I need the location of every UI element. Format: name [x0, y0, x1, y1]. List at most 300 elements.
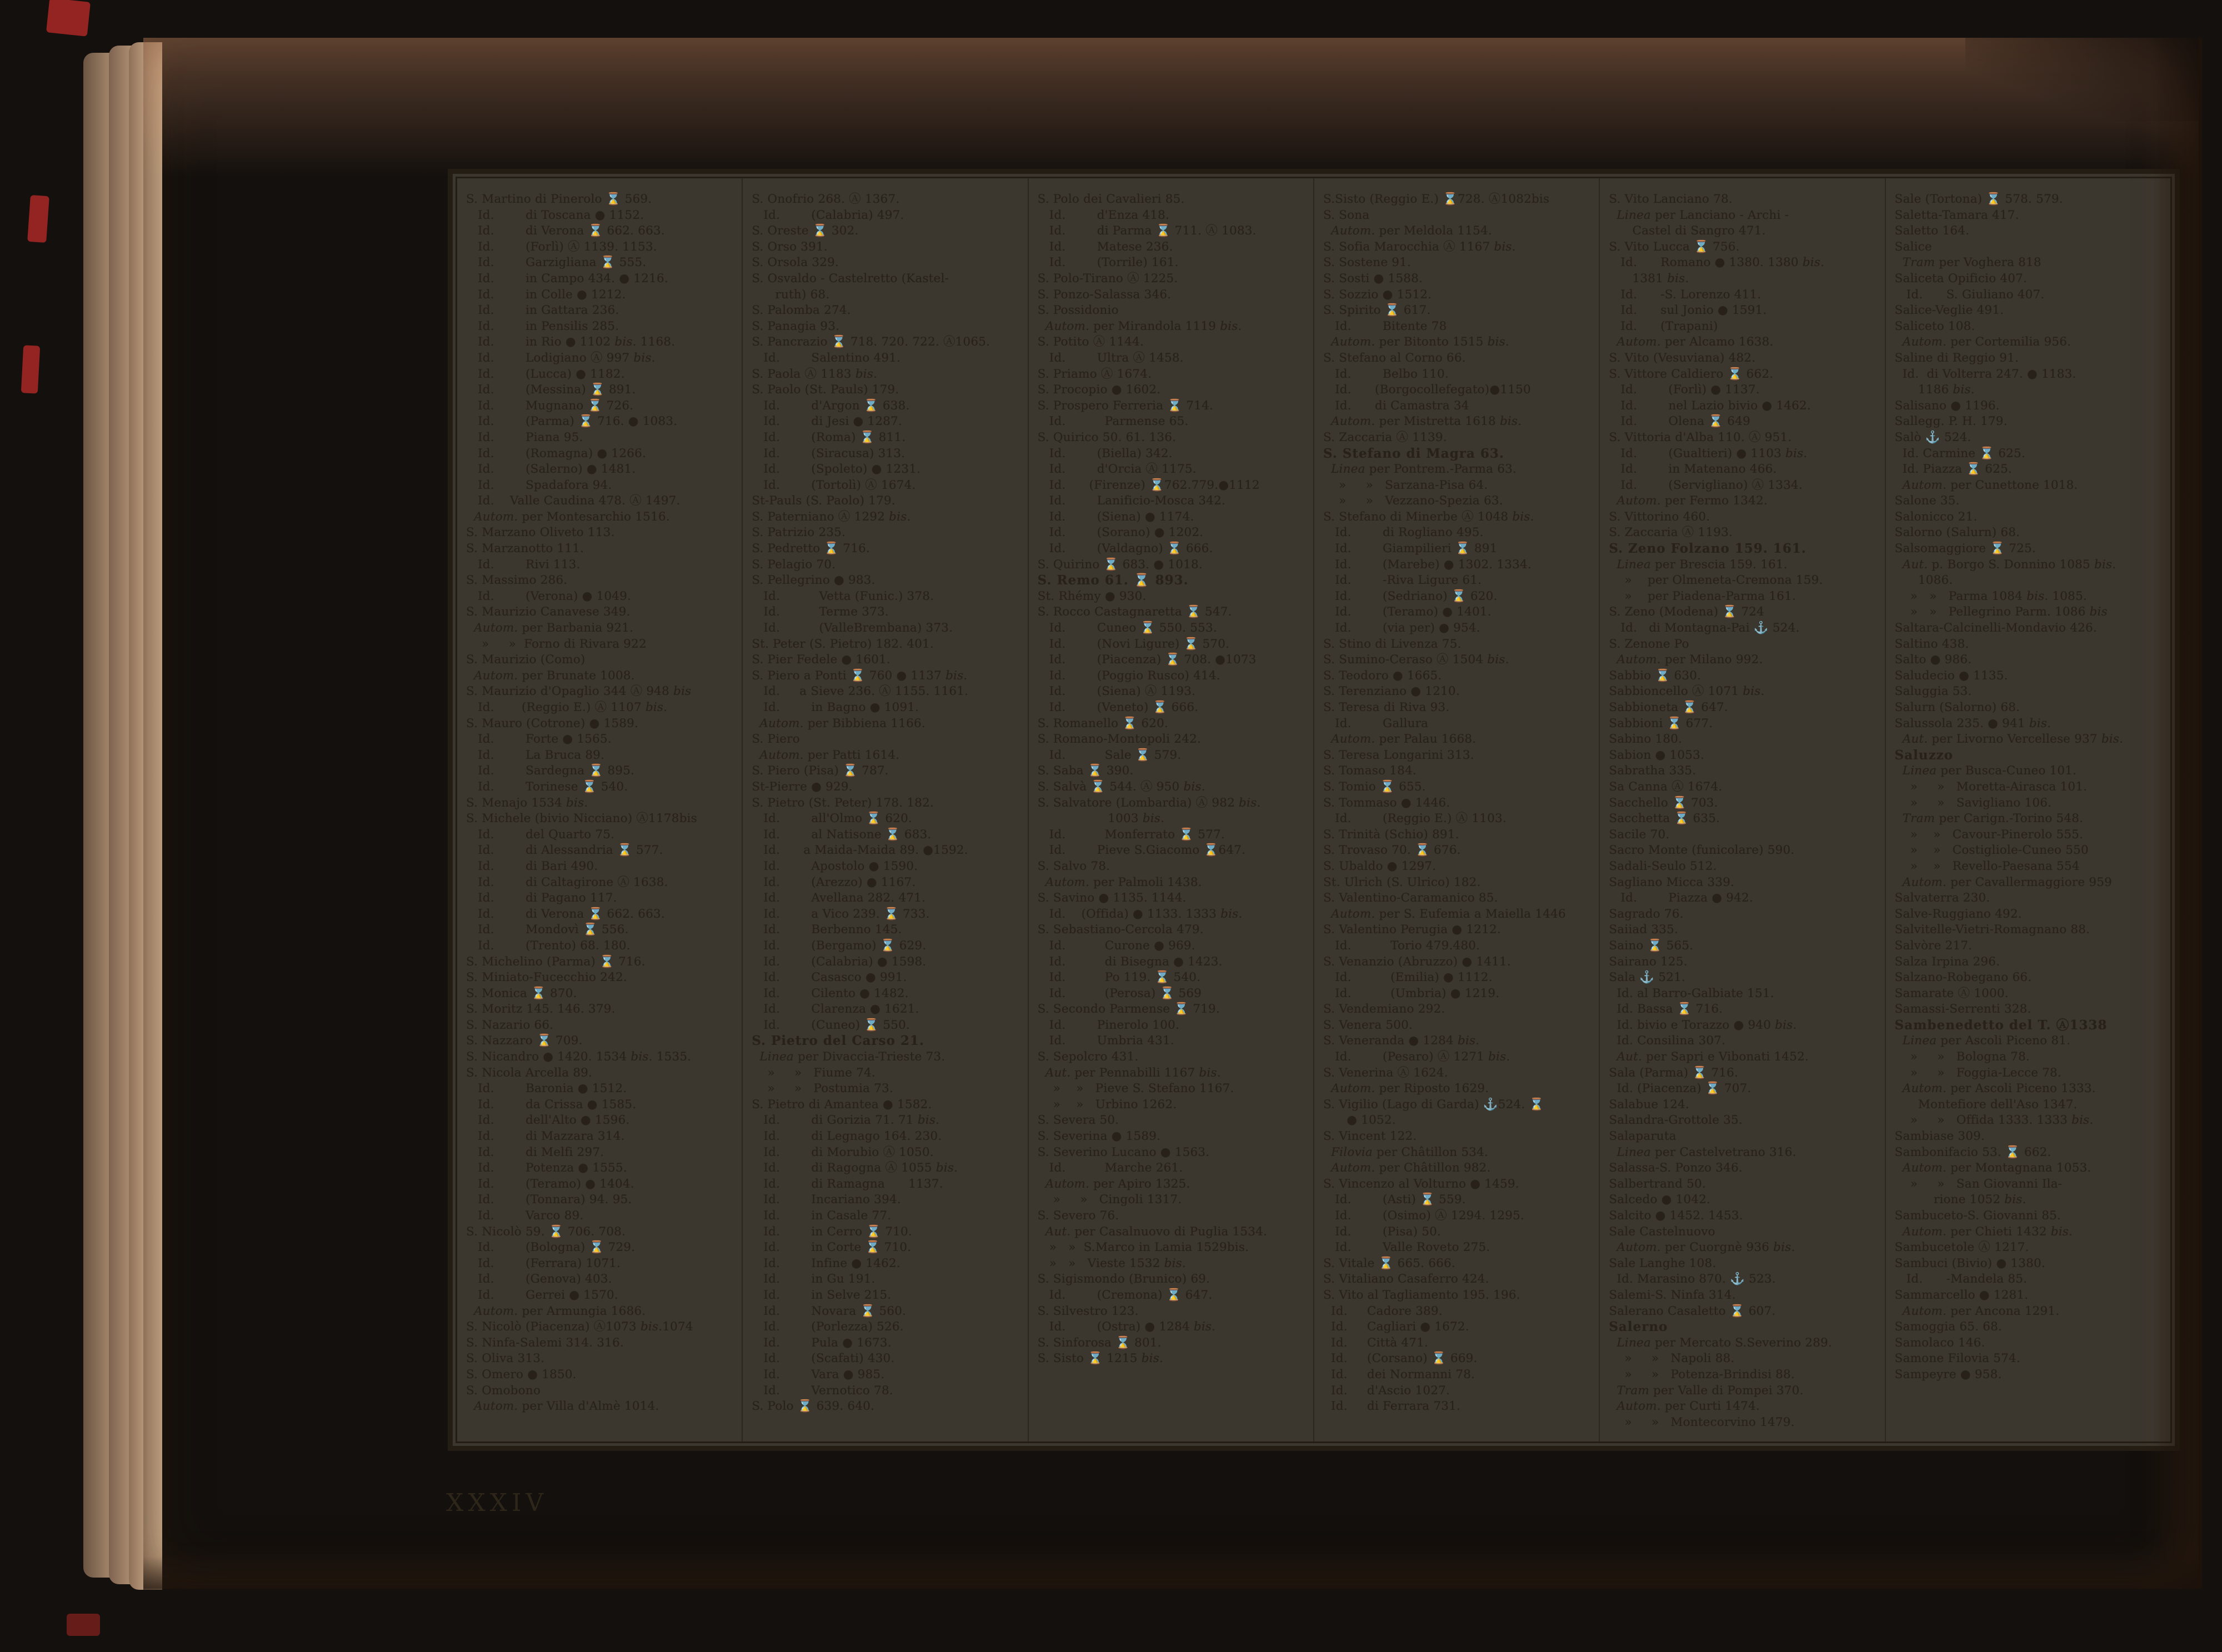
entry-line: Autom. per Châtillon 982. [1331, 1161, 1491, 1175]
entry-line: S. Sosti ● 1588. [1323, 271, 1423, 286]
entry-line: S. Sigismondo (Brunico) 69. [1037, 1272, 1210, 1286]
entry-line: St-Pauls (S. Paolo) 179. [752, 494, 895, 508]
entry-line: Autom. per Cunettone 1018. [1902, 478, 2078, 492]
entry-line: S. Piero (Pisa) ⌛ 787. [752, 764, 889, 778]
entry-line: Id. Berbenno 145. [752, 923, 902, 937]
entry-line: Id. (Romagna) ● 1266. [466, 446, 646, 460]
entry-line: S. Zenone Po [1609, 637, 1689, 651]
entry-line: Id. Curone ● 969. [1037, 938, 1195, 953]
entry-line: S. Omero ● 1850. [466, 1367, 577, 1381]
entry-line: Autom. per Montesarchio 1516. [474, 509, 670, 524]
entry-line: S. Salvà ⌛ 544. Ⓐ 950 bis. [1037, 779, 1205, 794]
entry-line: S. Procopio ● 1602. [1037, 383, 1161, 397]
entry-line: Id. Forte ● 1565. [466, 732, 612, 747]
entry-line: Sale (Tortona) ⌛ 578. 579. [1894, 192, 2063, 206]
entry-line: Autom. per Mistretta 1618 bis. [1331, 414, 1522, 429]
entry-line: Id. (Gualtieri) ● 1103 bis. [1609, 446, 1808, 460]
entry-line: Saiiad 335. [1609, 923, 1679, 937]
entry-line: S. Nicolò (Piacenza) Ⓐ1073 bis.1074 [466, 1320, 693, 1334]
entry-line: Sale Langhe 108. [1609, 1256, 1716, 1270]
entry-line: Id. Cadore 389. [1323, 1304, 1443, 1318]
entry-line: Sabion ● 1053. [1609, 748, 1705, 762]
index-column-2 [742, 178, 1027, 1441]
entry-line: S. Ubaldo ● 1297. [1323, 859, 1437, 873]
entry-line: Id. nel Lazio bivio ● 1462. [1609, 398, 1811, 413]
entry-line: S. Sozzio ● 1512. [1323, 287, 1432, 302]
entry-line: Salvitelle-Vietri-Romagnano 88. [1894, 923, 2090, 937]
index-table-border [448, 169, 2180, 1451]
entry-line: Autom. per Ascoli Piceno 1333. [1902, 1082, 2096, 1096]
entry-line: S. Sebastiano-Cercola 479. [1037, 923, 1204, 937]
entry-line: Id. Mondovì ⌛ 556. [466, 923, 629, 937]
entry-line: S. Venera 500. [1323, 1018, 1413, 1032]
entry-line: S. Nicandro ● 1420. 1534 bis. 1535. [466, 1050, 692, 1064]
entry-line: » » San Giovanni Ila- [1894, 1177, 2063, 1191]
entry-line: Id. di Ramagna 1137. [752, 1177, 943, 1191]
entry-line: S. Savino ● 1135. 1144. [1037, 891, 1187, 905]
entry-line: Salurn (Salorno) 68. [1894, 700, 2020, 714]
entry-line: S. Stefano al Corno 66. [1323, 351, 1466, 365]
entry-line: 1003 bis. [1037, 812, 1165, 826]
entry-line: Id. in Bagno ● 1091. [752, 700, 919, 714]
entry-line: Sambucetole Ⓐ 1217. [1894, 1240, 2029, 1255]
entry-line: Id. Monferrato ⌛ 577. [1037, 827, 1225, 842]
entry-line: » » Pellegrino Parm. 1086 bis [1894, 605, 2108, 619]
entry-line: Autom. per Bibbiena 1166. [759, 716, 925, 730]
entry-line: » » Vezzano-Spezia 63. [1323, 494, 1503, 508]
entry-line: Id. (Marebe) ● 1302. 1334. [1323, 557, 1532, 572]
entry-line: S. Zeno (Modena) ⌛ 724 [1609, 605, 1764, 619]
entry-line: Salvòre 217. [1894, 938, 1973, 953]
entry-line: ● 1052. [1323, 1113, 1396, 1128]
entry-line: Id. Bitente 78 [1323, 319, 1447, 333]
entry-line: S. Stefano di Magra 63. [1323, 445, 1504, 461]
entry-line: S. Pancrazio ⌛ 718. 720. 722. Ⓐ1065. [752, 335, 990, 349]
entry-line: S. Venanzio (Abruzzo) ● 1411. [1323, 954, 1511, 969]
entry-line: S. Nazario 66. [466, 1018, 554, 1032]
entry-line: S. Piero a Ponti ⌛ 760 ● 1137 bis. [752, 668, 968, 683]
entry-line: Id. (Pisa) 50. [1323, 1224, 1442, 1239]
entry-line: Id. (Piacenza) ⌛ 708. ●1073 [1037, 653, 1257, 667]
index-column-4 [1313, 178, 1599, 1441]
entry-line: Id. in Cerro ⌛ 710. [752, 1224, 912, 1239]
entry-line: S. Vito (Vesuviana) 482. [1609, 351, 1756, 365]
entry-line: S. Maurizio (Como) [466, 653, 585, 667]
entry-line: Id. d'Enza 418. [1037, 208, 1169, 222]
entry-line: Id. (Trapani) [1609, 319, 1718, 333]
entry-line: Id. di Verona ⌛ 662. 663. [466, 907, 665, 921]
entry-line: Linea per Brescia 159. 161. [1617, 557, 1788, 572]
entry-line: Aut. per Livorno Vercellese 937 bis. [1902, 732, 2124, 747]
entry-line: 1186 bis. [1894, 383, 1975, 397]
entry-line: S. Massimo 286. [466, 573, 568, 588]
entry-line: Tram per Voghera 818 [1902, 256, 2041, 270]
entry-line: Sampeyre ● 958. [1894, 1367, 2002, 1381]
entry-line: Id. di Alessandria ⌛ 577. [466, 843, 663, 858]
entry-line: Id. in Casale 77. [752, 1209, 892, 1223]
entry-line: Id. (Ostra) ● 1284 bis. [1037, 1320, 1216, 1334]
entry-line: Salzano-Robegano 66. [1894, 970, 2032, 985]
entry-line: Id. di Verona ⌛ 662. 663. [466, 224, 665, 238]
entry-line: Id. -Mandela 85. [1894, 1272, 2028, 1286]
entry-line: Id. in Pensilis 285. [466, 319, 619, 333]
entry-line: Salve-Ruggiano 492. [1894, 907, 2022, 921]
entry-line: Id. di Volterra 247. ● 1183. [1894, 367, 2076, 381]
entry-line: S. Rocco Castagnaretta ⌛ 547. [1037, 605, 1232, 619]
entry-line: Aut. per Sapri e Vibonati 1452. [1617, 1050, 1809, 1064]
entry-line: Id. (Cremona) ⌛ 647. [1037, 1288, 1213, 1302]
entry-line: S. Zeno Folzano 159. 161. [1609, 541, 1806, 557]
entry-line: Id. (Siracusa) 313. [752, 446, 905, 460]
entry-line: Id. all'Olmo ⌛ 620. [752, 812, 913, 826]
entry-line: S. Teodoro ● 1665. [1323, 668, 1442, 683]
entry-line: Aut. per Casalnuovo di Puglia 1534. [1045, 1224, 1268, 1239]
entry-line: Sala (Parma) ⌛ 716. [1609, 1065, 1739, 1080]
entry-line: Id. del Quarto 75. [466, 827, 615, 842]
entry-line: S. Oliva 313. [466, 1351, 545, 1366]
entry-line: Id. (Teramo) ● 1401. [1323, 605, 1492, 619]
entry-line: » » Urbino 1262. [1037, 1097, 1177, 1112]
entry-line: S. Severino Lucano ● 1563. [1037, 1145, 1210, 1159]
entry-line: Sacile 70. [1609, 827, 1670, 842]
red-edge-mark [21, 345, 40, 393]
entry-line: » » Sarzana-Pisa 64. [1323, 478, 1488, 492]
entry-line: Id. Gallura [1323, 716, 1429, 730]
entry-line: » » Vieste 1532 bis. [1037, 1256, 1186, 1270]
entry-line: Autom. per Bitonto 1515 bis. [1331, 335, 1509, 349]
entry-line: » » Offida 1333. 1333 bis. [1894, 1113, 2094, 1128]
entry-line: Saino ⌛ 565. [1609, 938, 1694, 953]
entry-line: Id. (Porlezza) 526. [752, 1320, 904, 1334]
entry-line: Id. Ultra Ⓐ 1458. [1037, 351, 1184, 365]
book-page [143, 38, 2199, 1589]
entry-line: Samone Filovia 574. [1894, 1351, 2020, 1366]
entry-line: S. Orso 391. [752, 239, 828, 254]
red-edge-mark [46, 0, 91, 37]
entry-line: Id. Spadafora 94. [466, 478, 612, 492]
entry-line: Id. Consilina 307. [1609, 1034, 1726, 1048]
entry-line: S. Salvatore (Lombardia) Ⓐ 982 bis. [1037, 795, 1261, 810]
entry-line: Id. (Pesaro) Ⓐ 1271 bis. [1323, 1050, 1510, 1064]
entry-line: Sadali-Seulo 512. [1609, 859, 1717, 873]
entry-line: Id. Torio 479.480. [1323, 938, 1480, 953]
entry-line: Id. (Forlì) Ⓐ 1139. 1153. [466, 239, 657, 254]
entry-line: S. Vendemiano 292. [1323, 1002, 1445, 1017]
entry-line: » per Piadena-Parma 161. [1609, 589, 1796, 603]
entry-line: Id. -Riva Ligure 61. [1323, 573, 1482, 588]
entry-line: Id. (Osimo) Ⓐ 1294. 1295. [1323, 1209, 1524, 1223]
entry-line: Autom. per Cuorgnè 936 bis. [1617, 1240, 1795, 1255]
entry-line: Sagliano Micca 339. [1609, 875, 1735, 889]
entry-line: S. Potito Ⓐ 1144. [1037, 335, 1144, 349]
entry-line: Sabino 180. [1609, 732, 1683, 747]
entry-line: S. Maurizio Canavese 349. [466, 605, 630, 619]
entry-line: Salemi-S. Ninfa 314. [1609, 1288, 1736, 1302]
entry-line: St. Rhémy ● 930. [1037, 589, 1147, 603]
entry-line: » » Forno di Rivara 922 [466, 637, 647, 651]
entry-line: Id. sul Jonio ● 1591. [1609, 303, 1767, 318]
entry-line: Sacchello ⌛ 703. [1609, 795, 1718, 810]
entry-line: S. Michele (bivio Nicciano) Ⓐ1178bis [466, 812, 697, 826]
entry-line: S. Menajo 1534 bis. [466, 795, 588, 810]
entry-line: Id. Clarenza ● 1621. [752, 1002, 919, 1017]
red-edge-mark [27, 195, 49, 243]
entry-line: S. Martino di Pinerolo ⌛ 569. [466, 192, 652, 206]
entry-line: Saluggia 53. [1894, 684, 1972, 699]
entry-line: S. Polo ⌛ 639. 640. [752, 1399, 875, 1414]
entry-line: S. Monica ⌛ 870. [466, 986, 577, 1000]
entry-line: Filovia per Châtillon 534. [1331, 1145, 1489, 1159]
entry-line: ruth) 68. [752, 287, 830, 302]
entry-line: Id. al Natisone ⌛ 683. [752, 827, 932, 842]
entry-line: Saluzzo [1894, 747, 1954, 763]
entry-line: Id. Pula ● 1673. [752, 1335, 892, 1350]
entry-line: Id. di Bisegna ● 1423. [1037, 954, 1223, 969]
entry-line: S. Sinforosa ⌛ 801. [1037, 1335, 1162, 1350]
entry-line: Id. (Valdagno) ⌛ 666. [1037, 542, 1213, 556]
corner-shadow [1965, 38, 2199, 121]
entry-line: S. Sofia Marocchia Ⓐ 1167 bis. [1323, 239, 1516, 254]
entry-line: Id. Incariano 394. [752, 1193, 901, 1207]
entry-line: » » Revello-Paesana 554 [1894, 859, 2080, 873]
entry-line: 1086. [1894, 573, 1953, 588]
entry-line: Salice [1894, 239, 1932, 254]
entry-line: » » Foggia-Lecce 78. [1894, 1065, 2061, 1080]
entry-line: Id. Valle Roveto 275. [1323, 1240, 1490, 1255]
entry-line: Id. Vara ● 985. [752, 1367, 885, 1381]
entry-line: Id. (Firenze) ⌛762.779.●1112 [1037, 478, 1260, 492]
entry-line: Autom. per Armungia 1686. [474, 1304, 646, 1318]
entry-line: Salerano Casaletto ⌛ 607. [1609, 1304, 1776, 1318]
entry-line: S. Terenziano ● 1210. [1323, 684, 1460, 699]
entry-line: Salice-Veglie 491. [1894, 303, 2004, 318]
entry-line: Salassa-S. Ponzo 346. [1609, 1161, 1743, 1175]
entry-line: Id. di Camastra 34 [1323, 398, 1469, 413]
entry-line: Id. Gerrei ● 1570. [466, 1288, 618, 1302]
entry-line: » » Fiume 74. [752, 1065, 876, 1080]
entry-line: Sabbioni ⌛ 677. [1609, 716, 1713, 730]
entry-line: Id. di Morubio Ⓐ 1050. [752, 1145, 934, 1159]
entry-line: Id. a Maida-Maida 89. ●1592. [752, 843, 968, 858]
entry-line: S. Teresa Longarini 313. [1323, 748, 1474, 762]
entry-line: Id. di Pagano 117. [466, 891, 617, 905]
entry-line: Autom. per Fermo 1342. [1617, 494, 1768, 508]
entry-line: S. Possidonio [1037, 303, 1119, 318]
entry-line: Id. di Bari 490. [466, 859, 598, 873]
entry-line: Id. Pinerolo 100. [1037, 1018, 1179, 1032]
entry-line: Autom. per Meldola 1154. [1331, 224, 1492, 238]
entry-line: Id. (Scafati) 430. [752, 1351, 895, 1366]
entry-line: Id. Salentino 491. [752, 351, 901, 365]
entry-line: Id. (Teramo) ● 1404. [466, 1177, 634, 1191]
entry-line: Salsomaggiore ⌛ 725. [1894, 542, 2036, 556]
entry-line: Id. Avellana 282. 471. [752, 891, 926, 905]
entry-line: Id. Cagliari ● 1672. [1323, 1320, 1469, 1334]
entry-line: Id. (via per) ● 954. [1323, 621, 1480, 635]
entry-line: Id. (Borgocollefegato)●1150 [1323, 383, 1531, 397]
entry-line: Id. Garzigliana ⌛ 555. [466, 256, 647, 270]
entry-line: Saltara-Calcinelli-Mondavio 426. [1894, 621, 2097, 635]
entry-line: St-Pierre ● 929. [752, 779, 853, 794]
entry-line: S. Saba ⌛ 390. [1037, 764, 1134, 778]
entry-line: S. Valentino Perugia ● 1212. [1323, 923, 1501, 937]
entry-line: Id. di Ferrara 731. [1323, 1399, 1461, 1414]
entry-line: S. Vigilio (Lago di Garda) ⚓524. ⌛ [1323, 1097, 1544, 1112]
entry-line: S. Teresa di Riva 93. [1323, 700, 1450, 714]
entry-line: S. Vittore Caldiero ⌛ 662. [1609, 367, 1774, 381]
entry-line: S. Vito Lanciano 78. [1609, 192, 1733, 206]
entry-line: S. Miniato-Fucecchio 242. [466, 970, 627, 985]
entry-line: Id. (Poggio Rusco) 414. [1037, 668, 1220, 683]
entry-line: S. Sumino-Ceraso Ⓐ 1504 bis. [1323, 653, 1509, 667]
entry-line: S. Oreste ⌛ 302. [752, 224, 859, 238]
entry-line: Id. Pieve S.Giacomo ⌛647. [1037, 843, 1246, 858]
entry-line: S. Paolo (St. Pauls) 179. [752, 383, 899, 397]
entry-line: Id. Vernotico 78. [752, 1383, 893, 1398]
entry-line: Id. Casasco ● 991. [752, 970, 907, 985]
entry-line: Id. (Roma) ⌛ 811. [752, 430, 906, 444]
entry-line: Tram per Valle di Pompei 370. [1617, 1383, 1804, 1398]
entry-line: Sallegg. P. H. 179. [1894, 414, 2008, 429]
entry-line: Salbertrand 50. [1609, 1177, 1706, 1191]
entry-line: Samarate Ⓐ 1000. [1894, 986, 2009, 1000]
entry-line: Id. d'Argon ⌛ 638. [752, 398, 910, 413]
entry-line: S. Osvaldo - Castelretto (Kastel- [752, 271, 949, 286]
index-column-3 [1028, 178, 1313, 1441]
entry-line: Id. in Colle ● 1212. [466, 287, 626, 302]
entry-line: Sale Castelnuovo [1609, 1224, 1715, 1239]
entry-line: Id. (Ferrara) 1071. [466, 1256, 621, 1270]
entry-line: Id. (Siena) Ⓐ 1193. [1037, 684, 1196, 699]
entry-line: S. Vitaliano Casaferro 424. [1323, 1272, 1489, 1286]
entry-line: S. Ninfa-Salemi 314. 316. [466, 1335, 624, 1350]
entry-line: Id. (Verona) ● 1049. [466, 589, 632, 603]
entry-line: Id. (Cuneo) ⌛ 550. [752, 1018, 910, 1032]
entry-line: Id. dell'Alto ● 1596. [466, 1113, 630, 1128]
entry-line: Id. in Selve 215. [752, 1288, 892, 1302]
entry-line: Autom. per Montagnana 1053. [1902, 1161, 2091, 1175]
entry-line: Id. (Umbria) ● 1219. [1323, 986, 1500, 1000]
bottom-shadow [143, 1556, 2199, 1590]
entry-line: S. Sisto ⌛ 1215 bis. [1037, 1351, 1164, 1366]
entry-line: Id. Umbria 431. [1037, 1034, 1174, 1048]
entry-line: Id. (Perosa) ⌛ 569 [1037, 986, 1202, 1000]
entry-line: S. Patrizio 235. [752, 525, 846, 540]
entry-line: Id. Cilento ● 1482. [752, 986, 909, 1000]
entry-line: S. Severa 50. [1037, 1113, 1119, 1128]
entry-line: Id. (Sedriano) ⌛ 620. [1323, 589, 1498, 603]
entry-line: Id. a Sieve 236. Ⓐ 1155. 1161. [752, 684, 969, 699]
entry-line: S. Pelagio 70. [752, 557, 836, 572]
entry-line: Linea per Pontrem.-Parma 63. [1331, 462, 1517, 477]
entry-line: Id. dei Normanni 78. [1323, 1367, 1475, 1381]
entry-line: Autom. per Brunate 1008. [474, 668, 635, 683]
entry-line: Sabbioncello Ⓐ 1071 bis. [1609, 684, 1765, 699]
entry-line: Id. (Calabria) 497. [752, 208, 904, 222]
entry-line: Id. (Genova) 403. [466, 1272, 612, 1286]
entry-line: Salcedo ● 1042. [1609, 1193, 1711, 1207]
entry-line: Id. (Tortolì) Ⓐ 1674. [752, 478, 916, 492]
entry-line: Autom. per Mirandola 1119 bis. [1045, 319, 1242, 333]
entry-line: » per Olmeneta-Cremona 159. [1609, 573, 1823, 588]
entry-line: Saletta-Tamara 417. [1894, 208, 2019, 222]
entry-line: Id. (Reggio E.) Ⓐ 1107 bis. [466, 700, 668, 714]
entry-line: » » Pieve S. Stefano 1167. [1037, 1082, 1234, 1096]
entry-line: S. Vito Lucca ⌛ 756. [1609, 239, 1740, 254]
entry-line: Id. Piazza ⌛ 625. [1894, 462, 2012, 477]
entry-line: » » Bologna 78. [1894, 1050, 2030, 1064]
entry-line: Id. di Mazzara 314. [466, 1129, 625, 1144]
entry-line: » » Potenza-Brindisi 88. [1609, 1367, 1795, 1381]
entry-line: S. Silvestro 123. [1037, 1304, 1139, 1318]
entry-line: Id. Rivi 113. [466, 557, 580, 572]
entry-line: Salussola 235. ● 941 bis. [1894, 716, 2051, 730]
entry-line: Id. (Servigliano) Ⓐ 1334. [1609, 478, 1803, 492]
entry-line: S. Orsola 329. [752, 256, 839, 270]
entry-line: Id. (Salerno) ● 1481. [466, 462, 636, 477]
entry-line: Id. Romano ● 1380. 1380 bis. [1609, 256, 1825, 270]
entry-line: Id. Lodigiano Ⓐ 997 bis. [466, 351, 655, 365]
entry-line: Tram per Carign.-Torino 548. [1902, 812, 2084, 826]
entry-line: S. Veneranda ● 1284 bis. [1323, 1034, 1480, 1048]
entry-line: S. Polo-Tirano Ⓐ 1225. [1037, 271, 1178, 286]
entry-line: S. Salvo 78. [1037, 859, 1110, 873]
entry-line: Id. (Reggio E.) Ⓐ 1103. [1323, 812, 1507, 826]
entry-line: Id. di Montagna-Pai ⚓ 524. [1609, 621, 1800, 635]
entry-line: » » Savigliano 106. [1894, 795, 2052, 810]
entry-line: Salaparuta [1609, 1129, 1676, 1144]
entry-line: Id. di Parma ⌛ 711. Ⓐ 1083. [1037, 224, 1257, 238]
entry-line: Id. Vetta (Funic.) 378. [752, 589, 934, 603]
entry-line: S. Panagia 93. [752, 319, 840, 333]
entry-line: Autom. per Chieti 1432 bis. [1902, 1224, 2073, 1239]
entry-line: » » Postumia 73. [752, 1082, 894, 1096]
entry-line: Id. (Spoleto) ● 1231. [752, 462, 921, 477]
entry-line: Salone 35. [1894, 494, 1960, 508]
index-column-1 [457, 178, 742, 1441]
entry-line: Autom. per Patti 1614. [759, 748, 900, 762]
entry-line: Salvaterra 230. [1894, 891, 1990, 905]
entry-line: Salorno (Salurn) 68. [1894, 525, 2020, 540]
entry-line: Autom. per Barbania 921. [474, 621, 634, 635]
entry-line: Id. d'Orcia Ⓐ 1175. [1037, 462, 1197, 477]
entry-line: Autom. per Palau 1668. [1331, 732, 1477, 747]
entry-line: St. Peter (S. Pietro) 182. 401. [752, 637, 934, 651]
entry-line: S. Secondo Parmense ⌛ 719. [1037, 1002, 1220, 1017]
entry-line: Id. (Corsano) ⌛ 669. [1323, 1351, 1478, 1366]
entry-line: Saliceta Opificio 407. [1894, 271, 2028, 286]
entry-line: Linea per Mercato S.Severino 289. [1617, 1335, 1833, 1350]
entry-line: Id. Sardegna ⌛ 895. [466, 764, 635, 778]
entry-line: Linea per Castelvetrano 316. [1617, 1145, 1796, 1159]
entry-line: S. Valentino-Caramanico 85. [1323, 891, 1498, 905]
entry-line: Id. (Torrile) 161. [1037, 256, 1179, 270]
paper-tint [143, 38, 2199, 177]
entry-line: S. Nicola Arcella 89. [466, 1065, 593, 1080]
entry-line: Montefiore dell'Aso 1347. [1894, 1097, 2078, 1112]
entry-line: Id. (Tonnara) 94. 95. [466, 1193, 632, 1207]
entry-line: Id. Apostolo ● 1590. [752, 859, 918, 873]
entry-line: rione 1052 bis. [1894, 1193, 2026, 1207]
entry-line: S. Trovaso 70. ⌛ 676. [1323, 843, 1461, 858]
entry-line: Id. di Melfi 297. [466, 1145, 604, 1159]
entry-line: S. Sepolcro 431. [1037, 1050, 1139, 1064]
entry-line: Id. (Offida) ● 1133. 1333 bis. [1037, 907, 1243, 921]
entry-line: Id. Terme 373. [752, 605, 889, 619]
entry-line: S. Remo 61. ⌛ 893. [1037, 573, 1189, 588]
entry-line: Saletto 164. [1894, 224, 1970, 238]
entry-line: Autom. per Cavallermaggiore 959 [1902, 875, 2112, 889]
